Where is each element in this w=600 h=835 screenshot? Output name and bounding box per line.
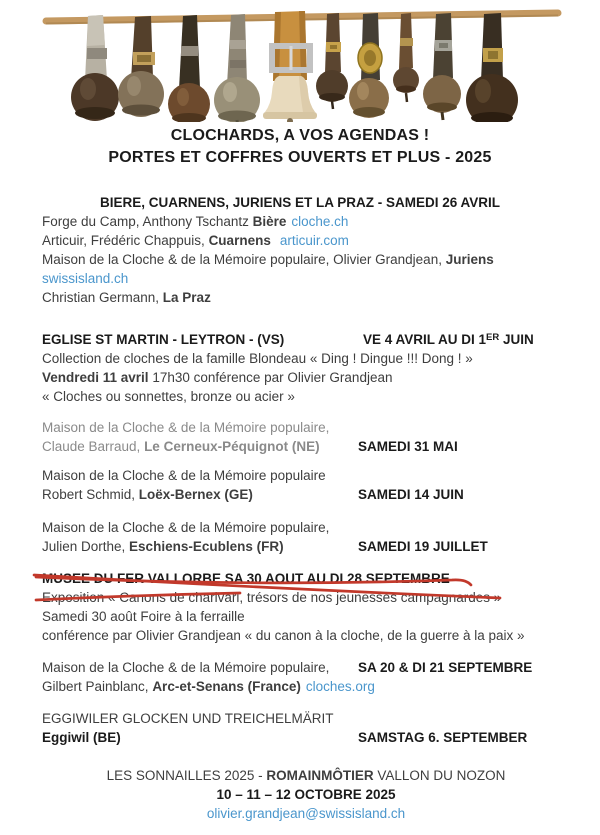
- leytron-conference-line: Vendredi 11 avril 17h30 conférence par Olivier Grandjean: [42, 370, 393, 385]
- event-place: Eschiens-Ecublens (FR): [129, 539, 284, 554]
- page-title-line2: PORTES ET COFFRES OUVERTS ET PLUS - 2025: [108, 149, 492, 166]
- vallorbe-expo-line: Exposition « Canons de charivari, trésors de nos jeunesses campagnardes »: [42, 590, 502, 605]
- vallorbe-foire-line: Samedi 30 août Foire à la ferraille: [42, 609, 245, 624]
- bell-10: [466, 13, 518, 122]
- line-articuir: Articuir, Frédéric Chappuis, Cuarnens articuir.com: [42, 233, 349, 248]
- bell-1: [71, 15, 119, 121]
- event-eggiwil: [42, 709, 570, 747]
- vallorbe-conference-line: conférence par Olivier Grandjean « du canon à la cloche, de la guerre à la paix »: [42, 628, 525, 643]
- line-forge-du-camp: Forge du Camp, Anthony Tschantz Bière cloche.ch: [42, 214, 349, 229]
- event-org-line: Maison de la Cloche & de la Mémoire populaire: [42, 468, 326, 483]
- event-loex-bernex: [42, 466, 570, 504]
- place-la-praz: La Praz: [162, 290, 211, 305]
- event-date: SA 20 & DI 21 SEPTEMBRE: [358, 660, 533, 675]
- cloche-ch-link[interactable]: cloche.ch: [291, 214, 349, 229]
- event-detail-row: Robert Schmid, Loëx-Bernex (GE) SAMEDI 14 JUIN: [42, 487, 464, 502]
- place-cuarnens: Cuarnens: [208, 233, 271, 248]
- bell-7: [349, 13, 389, 118]
- event-place: Eggiwil (BE): [42, 730, 121, 745]
- bells-banner-image: [0, 0, 600, 122]
- october-dates-line: 10 – 11 – 12 OCTOBRE 2025: [216, 787, 396, 802]
- event-detail-row: Gilbert Painblanc, Arc-et-Senans (France) cloches.org: [42, 679, 375, 694]
- bell-5: [263, 11, 317, 122]
- swissisland-ch-link[interactable]: swissisland.ch: [42, 271, 129, 286]
- event-place: Arc-et-Senans (France): [152, 679, 301, 694]
- event-date: SAMEDI 19 JUILLET: [358, 539, 488, 554]
- leytron-date: VE 4 AVRIL AU DI 1ER JUIN: [363, 331, 534, 347]
- line-maison-juriens: Maison de la Cloche & de la Mémoire populaire, Olivier Grandjean, Juriens: [42, 252, 494, 267]
- bell-2: [118, 16, 164, 117]
- bell-8: [393, 13, 419, 102]
- flyer-footer: [42, 766, 570, 823]
- bell-3: [168, 15, 210, 122]
- event-arc-et-senans: [42, 658, 570, 696]
- event-place: Loëx-Bernex (GE): [138, 487, 253, 502]
- event-detail-row: Claude Barraud, Le Cerneux-Péquignot (NE) SAMEDI 31 MAI: [42, 439, 458, 454]
- event-org-line: Maison de la Cloche & de la Mémoire populaire,: [42, 520, 330, 535]
- cloches-org-link[interactable]: cloches.org: [305, 679, 375, 694]
- place-juriens: Juriens: [445, 252, 494, 267]
- place-romainmotier: ROMAINMÔTIER: [266, 768, 374, 783]
- event-eschiens-ecublens: [42, 518, 570, 556]
- bell-6: [316, 13, 348, 109]
- articuir-com-link[interactable]: articuir.com: [279, 233, 349, 248]
- ordinal-superscript: ER: [486, 331, 500, 343]
- line-swissisland: [42, 269, 570, 288]
- bell-4: [214, 14, 260, 122]
- page-title-line1: CLOCHARDS, A VOS AGENDAS !: [170, 127, 430, 144]
- vallorbe-title-line: MUSEE DU FER VALLORBE SA 30 AOUT AU DI 28 SEPTEMBRE: [42, 571, 450, 586]
- event-detail-row: Julien Dorthe, Eschiens-Ecublens (FR) SAMEDI 19 JUILLET: [42, 539, 488, 554]
- sonnailles-line: LES SONNAILLES 2025 - ROMAINMÔTIER VALLON DU NOZON: [106, 768, 506, 783]
- bell-9: [423, 13, 461, 120]
- line-germann: Christian Germann, La Praz: [42, 290, 211, 305]
- page-title: [0, 125, 600, 169]
- eggiwil-title-line: EGGIWILER GLOCKEN UND TREICHELMÄRIT: [42, 711, 334, 726]
- flyer-body: [0, 212, 600, 823]
- email-link[interactable]: olivier.grandjean@swissisland.ch: [206, 806, 406, 821]
- leytron-title-row: [42, 330, 570, 349]
- leytron-title: EGLISE ST MARTIN - LEYTRON - (VS): [42, 332, 285, 347]
- eggiwil-detail-row: [42, 728, 570, 747]
- event-date: SAMEDI 14 JUIN: [358, 487, 464, 502]
- leytron-quote-line: « Cloches ou sonnettes, bronze ou acier »: [42, 389, 295, 404]
- event-org-row: Maison de la Cloche & de la Mémoire populaire, SA 20 & DI 21 SEPTEMBRE: [42, 660, 533, 675]
- place-biere: Bière: [252, 214, 287, 229]
- event-cerneux-pequignot: [42, 418, 570, 456]
- event-place: Le Cerneux-Péquignot (NE): [144, 439, 320, 454]
- section-opening: [42, 212, 570, 307]
- event-date: SAMSTAG 6. SEPTEMBER: [358, 730, 528, 745]
- leytron-collection-line: Collection de cloches de la famille Blondeau « Ding ! Dingue !!! Dong ! »: [42, 351, 473, 366]
- event-date: SAMEDI 31 MAI: [358, 439, 458, 454]
- section-header-biere: BIERE, CUARNENS, JURIENS ET LA PRAZ - SAMEDI 26 AVRIL: [99, 195, 501, 210]
- contact-line: [42, 804, 570, 823]
- section-leytron: [42, 330, 570, 406]
- event-org-line: Maison de la Cloche & de la Mémoire populaire,: [42, 420, 330, 435]
- section-vallorbe-cancelled: [42, 569, 570, 645]
